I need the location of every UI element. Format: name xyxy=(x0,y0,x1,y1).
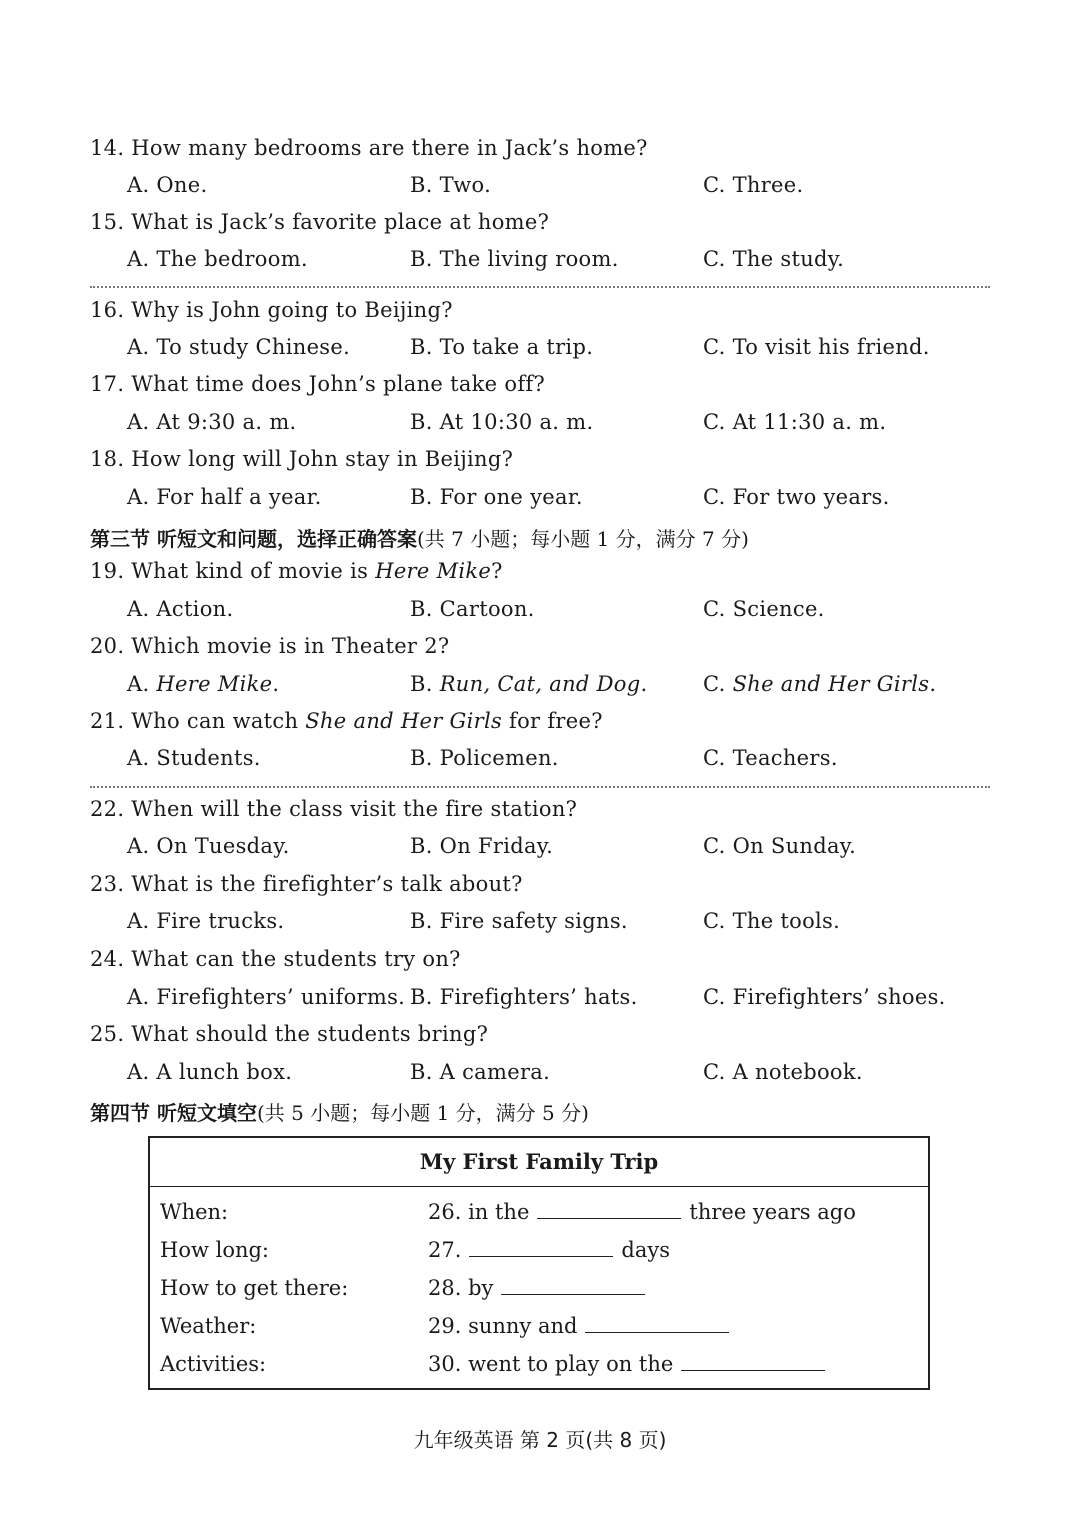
q21-prefix: 21. Who can watch xyxy=(90,709,306,733)
question-15: 15. What is Jack’s favorite place at home? xyxy=(90,210,550,234)
q20-b-title: Run, Cat, and Dog xyxy=(439,672,641,696)
q19-suffix: ? xyxy=(491,559,503,583)
q14-option-c: C. Three. xyxy=(703,173,804,197)
q20-c-prefix: C. xyxy=(703,672,733,696)
question-16: 16. Why is John going to Beijing? xyxy=(90,298,453,322)
q20-a-dot: . xyxy=(272,672,280,696)
q20-option-b xyxy=(410,672,647,696)
q21-option-b: B. Policemen. xyxy=(410,746,559,770)
question-22: 22. When will the class visit the fire station? xyxy=(90,797,578,821)
q22-option-b: B. On Friday. xyxy=(410,834,554,858)
row-answer xyxy=(428,1314,737,1338)
question-23: 23. What is the firefighter’s talk about? xyxy=(90,872,523,896)
section-3-heading xyxy=(90,523,749,552)
q17-option-a: A. At 9:30 a. m. xyxy=(127,410,297,434)
table-row xyxy=(150,1276,928,1314)
question-25: 25. What should the students bring? xyxy=(90,1022,489,1046)
q25-option-b: B. A camera. xyxy=(410,1060,551,1084)
table-row xyxy=(150,1314,928,1352)
row-prompt: 28. by xyxy=(428,1276,494,1300)
answer-blank-30[interactable] xyxy=(681,1352,825,1371)
dotted-divider xyxy=(90,286,990,288)
q25-option-c: C. A notebook. xyxy=(703,1060,863,1084)
q21-suffix: for free? xyxy=(502,709,603,733)
q19-movie-title: Here Mike xyxy=(375,559,492,583)
dotted-divider xyxy=(90,786,990,788)
q17-option-c: C. At 11:30 a. m. xyxy=(703,410,887,434)
row-label: How to get there: xyxy=(160,1276,349,1300)
question-17: 17. What time does John’s plane take off? xyxy=(90,372,546,396)
section-4-heading xyxy=(90,1097,589,1126)
row-label: Activities: xyxy=(160,1352,267,1376)
row-label: How long: xyxy=(160,1238,270,1262)
q16-option-b: B. To take a trip. xyxy=(410,335,594,359)
q20-a-title: Here Mike xyxy=(156,672,273,696)
q22-option-c: C. On Sunday. xyxy=(703,834,857,858)
q14-option-b: B. Two. xyxy=(410,173,492,197)
q20-option-c xyxy=(703,672,936,696)
answer-blank-29[interactable] xyxy=(585,1314,729,1333)
question-21 xyxy=(90,709,603,733)
q17-option-b: B. At 10:30 a. m. xyxy=(410,410,594,434)
q24-option-b: B. Firefighters’ hats. xyxy=(410,985,638,1009)
q19-option-c: C. Science. xyxy=(703,597,825,621)
row-label: Weather: xyxy=(160,1314,257,1338)
q16-option-c: C. To visit his friend. xyxy=(703,335,930,359)
q18-option-c: C. For two years. xyxy=(703,485,890,509)
section-3-note: (共 7 小题；每小题 1 分，满分 7 分) xyxy=(416,527,749,551)
q23-option-c: C. The tools. xyxy=(703,909,841,933)
q14-option-a: A. One. xyxy=(127,173,208,197)
q21-movie-title: She and Her Girls xyxy=(305,709,503,733)
question-24: 24. What can the students try on? xyxy=(90,947,461,971)
q23-option-a: A. Fire trucks. xyxy=(127,909,285,933)
q21-option-a: A. Students. xyxy=(127,746,261,770)
q19-option-a: A. Action. xyxy=(127,597,234,621)
q20-c-dot: . xyxy=(929,672,937,696)
question-18: 18. How long will John stay in Beijing? xyxy=(90,447,514,471)
q15-option-c: C. The study. xyxy=(703,247,845,271)
row-prompt: 26. in the xyxy=(428,1200,530,1224)
row-suffix: three years ago xyxy=(689,1200,856,1224)
question-20: 20. Which movie is in Theater 2? xyxy=(90,634,450,658)
section-4-title: 第四节 听短文填空 xyxy=(90,1101,257,1125)
row-prompt: 30. went to play on the xyxy=(428,1352,674,1376)
section-4-note: (共 5 小题；每小题 1 分，满分 5 分) xyxy=(256,1101,589,1125)
q19-option-b: B. Cartoon. xyxy=(410,597,535,621)
table-row xyxy=(150,1352,928,1390)
q24-option-a: A. Firefighters’ uniforms. xyxy=(127,985,406,1009)
q24-option-c: C. Firefighters’ shoes. xyxy=(703,985,946,1009)
section-3-title: 第三节 听短文和问题，选择正确答案 xyxy=(90,527,417,551)
q19-prefix: 19. What kind of movie is xyxy=(90,559,376,583)
table-row xyxy=(150,1200,928,1238)
row-prompt: 29. sunny and xyxy=(428,1314,578,1338)
table-title: My First Family Trip xyxy=(150,1138,928,1187)
q20-option-a xyxy=(127,672,279,696)
q23-option-b: B. Fire safety signs. xyxy=(410,909,628,933)
q18-option-b: B. For one year. xyxy=(410,485,583,509)
q20-a-prefix: A. xyxy=(127,672,157,696)
question-19 xyxy=(90,559,503,583)
q25-option-a: A. A lunch box. xyxy=(127,1060,293,1084)
q15-option-b: B. The living room. xyxy=(410,247,619,271)
answer-blank-26[interactable] xyxy=(537,1200,681,1219)
row-answer xyxy=(428,1200,856,1224)
row-answer xyxy=(428,1238,670,1262)
page-footer: 九年级英语 第 2 页(共 8 页) xyxy=(413,1428,667,1452)
row-answer xyxy=(428,1276,653,1300)
q20-b-dot: . xyxy=(640,672,648,696)
row-label: When: xyxy=(160,1200,229,1224)
q16-option-a: A. To study Chinese. xyxy=(127,335,351,359)
q18-option-a: A. For half a year. xyxy=(127,485,322,509)
q20-c-title: She and Her Girls xyxy=(732,672,930,696)
q20-b-prefix: B. xyxy=(410,672,440,696)
row-suffix: days xyxy=(621,1238,671,1262)
row-prompt: 27. xyxy=(428,1238,462,1262)
fill-in-table xyxy=(148,1136,930,1390)
q15-option-a: A. The bedroom. xyxy=(127,247,308,271)
answer-blank-28[interactable] xyxy=(501,1276,645,1295)
table-row xyxy=(150,1238,928,1276)
q21-option-c: C. Teachers. xyxy=(703,746,838,770)
row-answer xyxy=(428,1352,833,1376)
question-14: 14. How many bedrooms are there in Jack’s home? xyxy=(90,136,648,160)
q22-option-a: A. On Tuesday. xyxy=(127,834,290,858)
answer-blank-27[interactable] xyxy=(469,1238,613,1257)
